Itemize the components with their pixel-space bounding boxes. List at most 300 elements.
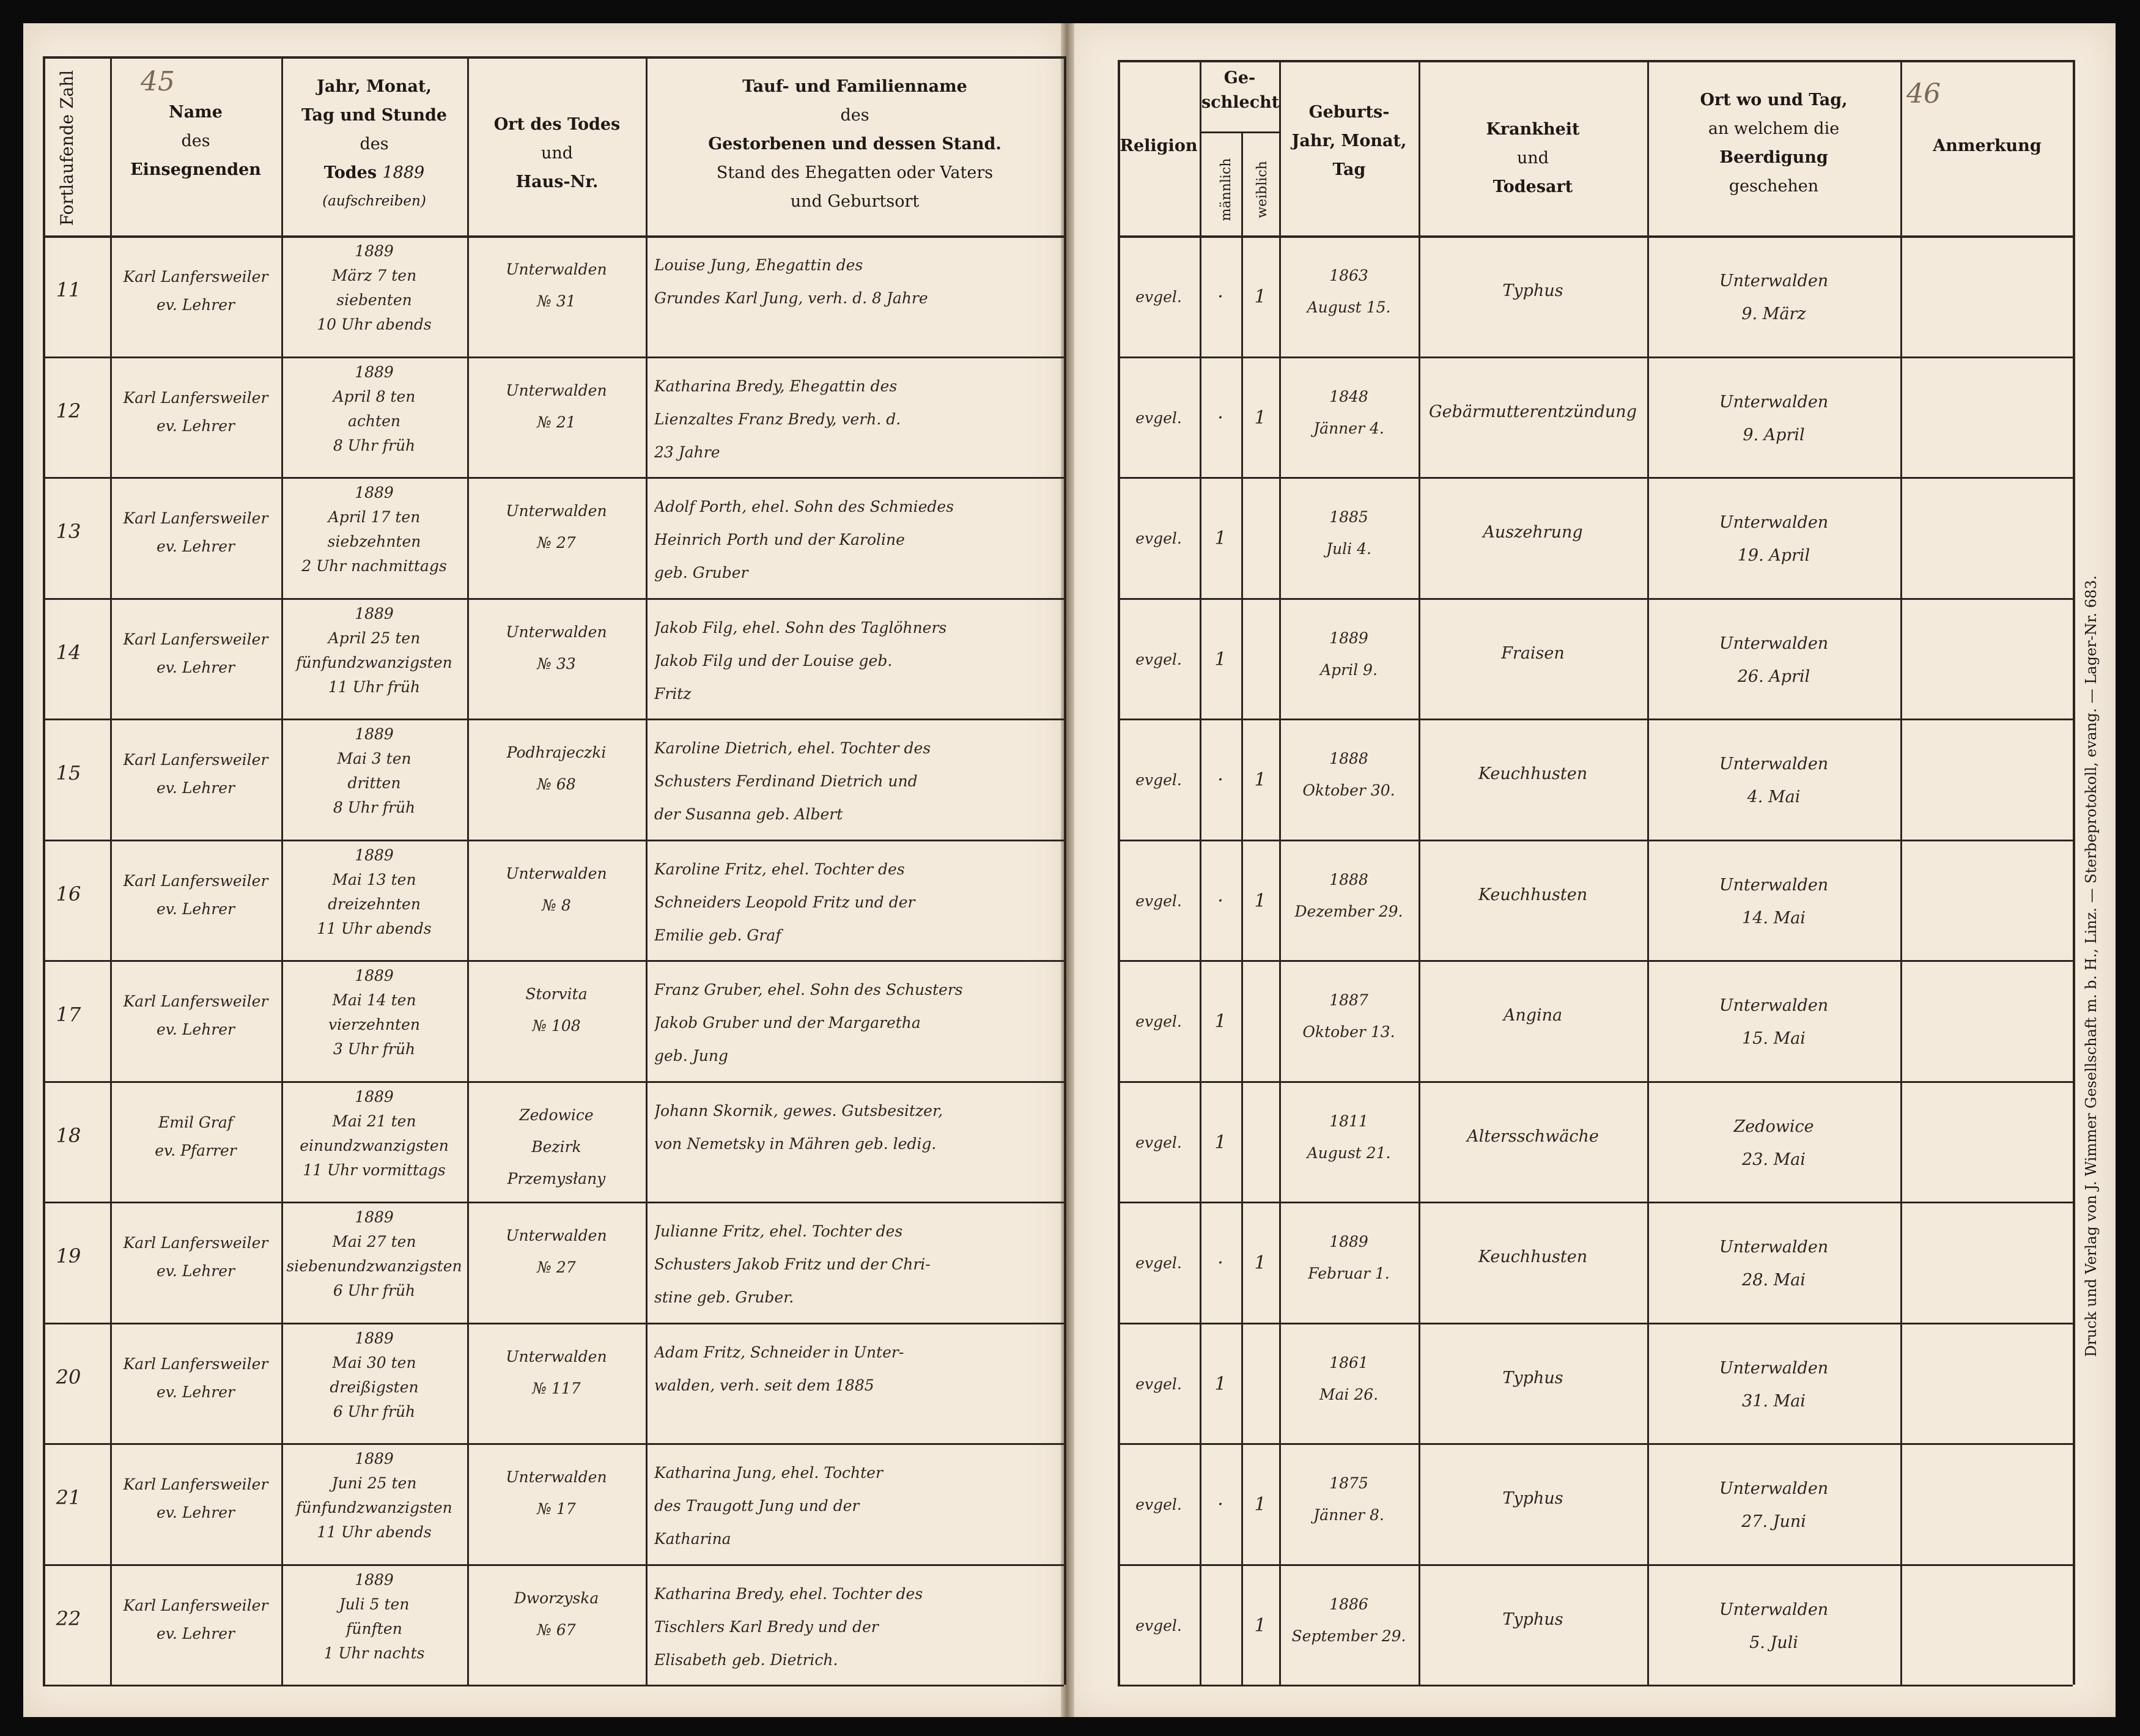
table-rule [43, 356, 1064, 358]
table-rule [43, 1564, 1064, 1566]
entry-cause-of-death: Keuchhusten [1478, 764, 1588, 783]
entry-death-date-line: 1889 [355, 363, 394, 381]
entry-death-date-line: 1889 [355, 725, 394, 743]
entry-name [113, 626, 279, 682]
table-rule [1118, 840, 2073, 841]
entry-burial-line: Unterwalden [1719, 1479, 1829, 1498]
table-rule [43, 1081, 1064, 1083]
entry-birth-date-line: 1861 [1329, 1353, 1368, 1372]
entry-deceased-line: des Traugott Jung und der [654, 1497, 860, 1515]
entry-birth-date-line: April 9. [1320, 660, 1378, 679]
entry-deceased-line: Emilie geb. Graf [654, 926, 781, 944]
entry-death-date-line: 6 Uhr früh [333, 1282, 416, 1299]
entry-death-date-line: dreizehnten [328, 895, 421, 913]
entry-name-line: ev. Lehrer [156, 537, 235, 555]
entry-burial-line: 9. März [1741, 305, 1806, 323]
entry-deceased-line: Katharina [654, 1530, 731, 1548]
entry-deceased-line: Schusters Ferdinand Dietrich und [654, 772, 918, 790]
entry-birth-date [1282, 984, 1416, 1048]
entry-female-mark: 1 [1254, 407, 1266, 429]
entry-death-place-line: № 31 [537, 292, 576, 310]
entry-deceased-line: Julianne Fritz, ehel. Tochter des [654, 1222, 903, 1240]
entry-burial-line: Unterwalden [1719, 392, 1829, 412]
entry-death-place [470, 254, 643, 317]
entry-deceased-line: stine geb. Gruber. [654, 1288, 794, 1306]
entry-death-place-line: № 33 [537, 654, 576, 673]
entry-death-place-line: № 21 [537, 413, 576, 431]
entry-deceased [654, 853, 1060, 952]
header-geburt-line: Geburts- [1308, 103, 1390, 122]
entry-burial-line: Unterwalden [1719, 513, 1829, 532]
table-rule [43, 56, 1064, 59]
entry-name [113, 263, 279, 319]
entry-death-date-line: achten [348, 412, 400, 430]
entry-deceased-line: Lienzaltes Franz Bredy, verh. d. [654, 410, 901, 428]
entry-death-date-line: 1889 [355, 1087, 394, 1106]
entry-death-place [470, 495, 643, 559]
entry-male-mark: 1 [1214, 528, 1227, 549]
table-rule [1118, 356, 2073, 358]
entry-death-place-line: Unterwalden [506, 1347, 607, 1365]
entry-death-place-line: Zedowice [519, 1106, 594, 1124]
entry-number: 15 [56, 761, 81, 785]
entry-death-place-line: Unterwalden [506, 864, 607, 882]
entry-death-date-line: 1889 [355, 1329, 394, 1347]
entry-birth-date-line: 1889 [1329, 1233, 1368, 1250]
entry-deceased-line: Schneiders Leopold Fritz und der [654, 893, 915, 911]
entry-burial-line: 28. Mai [1742, 1271, 1806, 1290]
entry-deceased-line: der Susanna geb. Albert [654, 805, 843, 823]
entry-number: 17 [56, 1003, 81, 1026]
header-name-line: Name [169, 103, 223, 122]
entry-male-mark: 1 [1214, 1011, 1227, 1032]
entry-name-line: ev. Lehrer [156, 658, 235, 676]
entry-number: 16 [56, 882, 81, 906]
entry-deceased-line: Jakob Filg und der Louise geb. [654, 651, 893, 670]
entry-death-place-line: № 17 [537, 1500, 576, 1518]
entry-death-date-line: 11 Uhr vormittags [303, 1161, 446, 1179]
header-tauf-line: Tauf- und Familienname [742, 77, 967, 96]
entry-death-date [284, 1205, 465, 1303]
header-ort [468, 110, 646, 196]
entry-death-place-line: Przemysłany [507, 1169, 606, 1187]
entry-death-date-line: Mai 30 ten [332, 1353, 416, 1372]
table-rule [1118, 598, 2073, 600]
header-date-line [282, 158, 466, 187]
header-name-line: Einsegnenden [130, 160, 261, 179]
entry-deceased-line: Heinrich Porth und der Karoline [654, 531, 905, 549]
entry-birth-date-line: Juli 4. [1326, 540, 1371, 558]
entry-name [113, 1229, 279, 1285]
entry-name-line: ev. Lehrer [156, 416, 235, 435]
table-rule [1647, 60, 1649, 1685]
entry-death-date-line: fünfundzwanzigsten [296, 1499, 452, 1516]
entry-death-place-line: № 27 [537, 534, 576, 552]
entry-deceased-line: geb. Jung [654, 1047, 728, 1065]
entry-religion: evgel. [1135, 771, 1182, 789]
entry-name [113, 746, 279, 802]
entry-death-date-line: März 7 ten [331, 267, 417, 284]
header-ort-line: Ort des Todes [493, 115, 621, 134]
entry-birth-date [1282, 1106, 1416, 1169]
entry-death-place [470, 1099, 643, 1195]
entry-burial-line: 9. April [1743, 425, 1805, 445]
entry-male-mark: · [1217, 286, 1223, 308]
entry-death-date-line: Mai 21 ten [332, 1112, 416, 1130]
entry-deceased [654, 490, 1060, 589]
entry-burial-line: Unterwalden [1719, 633, 1829, 653]
entry-female-mark: 1 [1254, 1252, 1266, 1274]
table-rule [43, 1443, 1064, 1445]
entry-birth-date [1282, 260, 1416, 323]
entry-death-date-line: Juni 25 ten [331, 1474, 417, 1492]
entry-name-line: ev. Lehrer [156, 779, 235, 797]
entry-deceased [654, 1095, 1060, 1161]
entry-death-place-line: Unterwalden [506, 260, 607, 278]
entry-name-line: ev. Lehrer [156, 1021, 235, 1038]
table-rule [1118, 960, 2073, 962]
entry-name [113, 867, 279, 923]
entry-deceased [654, 611, 1060, 711]
entry-male-mark: · [1217, 890, 1223, 912]
entry-birth-date-line: 1888 [1329, 750, 1368, 767]
entry-name-line: ev. Pfarrer [155, 1141, 237, 1159]
table-rule [467, 56, 469, 1685]
entry-name [113, 384, 279, 440]
entry-burial-line: Unterwalden [1719, 875, 1829, 895]
entry-number: 21 [56, 1486, 81, 1509]
entry-death-date-line: 1889 [355, 1570, 394, 1589]
entry-cause-of-death: Typhus [1502, 1368, 1563, 1387]
entry-death-date-line: 1889 [355, 242, 394, 260]
header-date-line: Tag und Stunde [301, 106, 448, 125]
entry-cause-of-death: Typhus [1502, 1489, 1563, 1508]
entry-burial-line: Unterwalden [1719, 996, 1829, 1015]
entry-death-place-line: Unterwalden [506, 622, 607, 641]
entry-death-place-line: № 8 [542, 896, 571, 914]
header-fortlaufende-zahl: Fortlaufende Zahl [57, 70, 77, 226]
entry-name-line: ev. Lehrer [156, 1262, 235, 1280]
table-rule [1118, 1081, 2073, 1083]
table-rule [1200, 131, 1279, 133]
entry-birth-date-line: 1886 [1329, 1595, 1368, 1613]
entry-name-line: Karl Lanfersweiler [123, 268, 268, 286]
entry-name-line: Karl Lanfersweiler [123, 871, 268, 890]
entry-birth-date-line: 1888 [1329, 870, 1368, 888]
entry-death-date-line: Mai 13 ten [332, 870, 416, 888]
entry-name [113, 1109, 279, 1165]
header-religion: Religion [1120, 136, 1198, 155]
table-rule [1118, 718, 2073, 720]
entry-death-place-line: Storvita [525, 985, 588, 1003]
entry-religion: evgel. [1135, 1254, 1182, 1272]
entry-death-date-line: 1889 [355, 604, 394, 622]
header-beerdigung [1648, 86, 1899, 201]
entry-birth-date-line: 1887 [1329, 991, 1368, 1009]
entry-death-date-line: 10 Uhr abends [317, 316, 432, 333]
entry-death-place [470, 1220, 643, 1284]
entry-burial-line: 26. April [1737, 667, 1810, 686]
header-beerdigung-line: Ort wo und Tag, [1700, 90, 1848, 109]
entry-deceased-line: Jakob Gruber und der Margaretha [654, 1014, 921, 1032]
entry-religion: evgel. [1135, 408, 1182, 427]
entry-birth-date-line: August 21. [1307, 1143, 1391, 1162]
entry-burial-line: 27. Juni [1741, 1512, 1806, 1531]
entry-death-date-line: vierzehnten [328, 1016, 420, 1033]
header-geburt-line: Jahr, Monat, [1291, 131, 1407, 150]
printer-imprint [2073, 220, 2109, 1712]
table-rule [1118, 1685, 2073, 1686]
entry-deceased-line: Schusters Jakob Fritz und der Chri- [654, 1255, 931, 1273]
entry-religion: evgel. [1135, 1133, 1182, 1151]
entry-deceased-line: Katharina Bredy, Ehegattin des [654, 377, 898, 395]
entry-number: 14 [56, 640, 81, 664]
table-rule [1064, 56, 1066, 1685]
entry-deceased-line: Karoline Dietrich, ehel. Tochter des [654, 739, 931, 757]
entry-burial-line: Unterwalden [1719, 1600, 1829, 1619]
header-beerdigung-line: an welchem die [1708, 119, 1840, 138]
entry-death-date [284, 602, 465, 700]
entry-death-place-line: Bezirk [531, 1137, 581, 1156]
entry-name-line: Karl Lanfersweiler [123, 388, 268, 407]
entry-number: 13 [56, 520, 81, 543]
entry-burial [1650, 1594, 1898, 1660]
entry-deceased-line: Karoline Fritz, ehel. Tochter des [654, 860, 905, 878]
entry-death-date-line: 1889 [355, 1450, 394, 1468]
entry-death-date [284, 239, 465, 337]
table-rule [110, 56, 112, 1685]
table-rule [1118, 60, 2073, 62]
header-beerdigung-line: geschehen [1729, 177, 1819, 196]
entry-death-date-line: April 17 ten [328, 508, 421, 526]
table-rule [646, 56, 648, 1685]
entry-burial-line: Unterwalden [1719, 271, 1829, 290]
entry-number: 19 [56, 1244, 81, 1268]
entry-burial [1650, 1231, 1898, 1297]
entry-death-place-line: Podhrajeczki [506, 744, 607, 761]
printer-imprint-text: Druck und Verlag von J. Wimmer Gesellschaft m. b. H., Linz. — Sterbeprotokoll, evang. — Lager-Nr. 683. [2083, 575, 2100, 1357]
entry-deceased-line: Grundes Karl Jung, verh. d. 8 Jahre [654, 289, 928, 307]
entry-death-date-line: Mai 3 ten [337, 750, 411, 767]
entry-deceased-line: Katharina Jung, ehel. Tochter [654, 1464, 883, 1482]
entry-birth-date [1282, 1589, 1416, 1652]
entry-cause-of-death: Keuchhusten [1478, 885, 1588, 904]
table-rule [1118, 235, 2073, 238]
entry-burial [1650, 386, 1898, 452]
entry-death-place [470, 978, 643, 1042]
header-name-line: des [181, 131, 210, 150]
entry-religion: evgel. [1135, 530, 1182, 547]
entry-name-line: Karl Lanfersweiler [123, 751, 268, 769]
entry-burial [1650, 627, 1898, 693]
table-rule [43, 960, 1064, 962]
entry-death-date-line: 1889 [355, 1208, 394, 1226]
entry-death-place-line: Dworzyska [514, 1589, 599, 1607]
entry-cause-of-death: Angina [1503, 1006, 1563, 1025]
entry-male-mark: 1 [1214, 648, 1227, 670]
table-rule [1118, 477, 2073, 479]
entry-deceased [654, 370, 1060, 469]
entry-deceased-line: Johann Skornik, gewes. Gutsbesitzer, [654, 1101, 943, 1120]
entry-deceased-line: Elisabeth geb. Dietrich. [654, 1650, 838, 1669]
entry-death-date-line: einundzwanzigsten [300, 1136, 449, 1154]
entry-deceased-line: walden, verh. seit dem 1885 [654, 1376, 874, 1394]
entry-deceased-line: geb. Gruber [654, 564, 748, 582]
header-date-line: des [360, 135, 389, 153]
entry-birth-date-line: September 29. [1291, 1627, 1406, 1645]
entry-death-date [284, 964, 465, 1062]
entry-male-mark: · [1217, 407, 1223, 429]
entry-death-date-line: 3 Uhr früh [333, 1040, 416, 1058]
header-date-year-handwritten: 1889 [382, 163, 425, 182]
header-krankheit-line: Krankheit [1486, 120, 1580, 139]
entry-cause-of-death: Auszehrung [1483, 523, 1583, 542]
entry-burial-line: Unterwalden [1719, 1238, 1829, 1257]
entry-death-date [284, 360, 465, 458]
entry-burial [1650, 1110, 1898, 1176]
entry-deceased [654, 1457, 1060, 1556]
entry-name-line: Karl Lanfersweiler [123, 992, 268, 1010]
entry-name-line: Emil Graf [158, 1113, 233, 1131]
entry-death-date [284, 481, 465, 578]
entry-death-date [284, 722, 465, 820]
table-rule [1419, 60, 1420, 1685]
entry-death-date-line: fünfundzwanzigsten [296, 653, 452, 671]
table-rule [1118, 1323, 2073, 1324]
header-beerdigung-line: Beerdigung [1719, 148, 1828, 167]
header-anmerkung: Anmerkung [1933, 136, 2042, 155]
header-name [110, 98, 281, 184]
entry-birth-date [1282, 622, 1416, 686]
entry-death-date [284, 1568, 465, 1666]
entry-female-mark: 1 [1254, 286, 1266, 308]
book-gutter [1061, 23, 1074, 1717]
entry-death-date-line: 8 Uhr früh [333, 436, 416, 454]
entry-burial-line: 19. April [1737, 546, 1810, 565]
table-rule [43, 235, 1064, 238]
entry-burial-line: 31. Mai [1742, 1391, 1806, 1411]
entry-religion: evgel. [1135, 1013, 1182, 1030]
entry-deceased-line: Louise Jung, Ehegattin des [654, 256, 863, 274]
entry-deceased [654, 1578, 1060, 1677]
right-page-number: 46 [1906, 78, 1941, 109]
entry-death-date-line: 11 Uhr früh [328, 678, 421, 696]
table-rule [43, 840, 1064, 841]
entry-male-mark: · [1217, 769, 1223, 791]
entry-name-line: Karl Lanfersweiler [123, 1476, 268, 1493]
entry-death-place [470, 1341, 643, 1405]
entry-death-date-line: Mai 14 ten [332, 991, 416, 1009]
entry-birth-date-line: Februar 1. [1308, 1265, 1390, 1282]
entry-burial-line: 15. Mai [1742, 1029, 1806, 1048]
entry-birth-date [1282, 381, 1416, 445]
entry-death-date-line: 1889 [355, 484, 394, 501]
entry-deceased-line: Adam Fritz, Schneider in Unter- [654, 1343, 904, 1361]
table-rule [43, 477, 1064, 479]
entry-birth-date [1282, 864, 1416, 928]
entry-religion: evgel. [1135, 892, 1182, 910]
header-tauf [647, 72, 1063, 216]
entry-death-place-line: № 108 [532, 1017, 581, 1035]
entry-deceased [654, 1336, 1060, 1402]
entry-male-mark: · [1217, 1252, 1223, 1274]
entry-death-place [470, 858, 643, 922]
entry-burial [1650, 869, 1898, 935]
entry-death-place-line: Unterwalden [506, 1468, 607, 1486]
entry-burial-line: Unterwalden [1719, 755, 1829, 774]
entry-number: 12 [56, 399, 81, 423]
entry-birth-date [1282, 1468, 1416, 1531]
entry-death-place-line: Unterwalden [506, 502, 607, 520]
table-rule [1118, 1202, 2073, 1203]
entry-burial [1650, 989, 1898, 1055]
header-ort-line: Haus-Nr. [515, 172, 599, 191]
entry-death-date-line: 6 Uhr früh [333, 1402, 416, 1420]
entry-death-date-line: siebenundzwanzigsten [286, 1257, 462, 1275]
entry-name-line: ev. Lehrer [156, 1383, 235, 1401]
entry-death-place-line: № 68 [537, 775, 576, 793]
entry-deceased-line: Franz Gruber, ehel. Sohn des Schusters [654, 981, 963, 999]
entry-death-date-line: Mai 27 ten [332, 1233, 416, 1250]
entry-burial-line: 23. Mai [1742, 1150, 1806, 1169]
entry-birth-date-line: 1889 [1329, 629, 1368, 647]
entry-burial [1650, 506, 1898, 572]
header-weiblich: weiblich [1255, 161, 1270, 218]
entry-death-date-line: fünften [346, 1619, 402, 1638]
entry-name [113, 504, 279, 561]
entry-death-date [284, 843, 465, 941]
table-rule [43, 1323, 1064, 1324]
header-maennlich: männlich [1219, 158, 1234, 221]
entry-cause-of-death: Typhus [1502, 281, 1563, 300]
entry-cause-of-death: Keuchhusten [1478, 1247, 1588, 1266]
header-geburt-line: Tag [1332, 160, 1366, 179]
entry-burial-line: 14. Mai [1742, 908, 1806, 928]
entry-name [113, 988, 279, 1044]
table-rule [43, 1685, 1064, 1686]
entry-cause-of-death: Gebärmutterentzündung [1429, 402, 1637, 421]
header-date-note: (aufschreiben) [322, 193, 426, 209]
entry-death-place-line: № 27 [537, 1258, 576, 1276]
entry-deceased [654, 973, 1060, 1073]
entry-deceased [654, 732, 1060, 831]
entry-number: 11 [56, 278, 81, 301]
entry-name-line: ev. Lehrer [156, 296, 235, 314]
entry-death-place-line: № 117 [532, 1379, 581, 1397]
entry-burial [1650, 748, 1898, 814]
header-geschlecht-line: Ge- [1223, 68, 1256, 87]
entry-death-date-line: dreißigsten [330, 1378, 419, 1396]
entry-name-line: Karl Lanfersweiler [123, 630, 268, 648]
entry-death-date-line: April 25 ten [328, 629, 421, 647]
entry-death-place [470, 1461, 643, 1525]
table-rule [1241, 131, 1243, 1685]
entry-number: 18 [56, 1123, 81, 1147]
table-rule [1200, 60, 1201, 1685]
entry-name-line: ev. Lehrer [156, 899, 235, 918]
entry-birth-date-line: Oktober 13. [1302, 1023, 1395, 1041]
header-geschlecht [1201, 66, 1278, 115]
header-date-line: Jahr, Monat, [317, 77, 432, 96]
table-rule [1900, 60, 1902, 1685]
entry-burial-line: 5. Juli [1749, 1633, 1798, 1652]
entry-birth-date-line: August 15. [1307, 298, 1391, 316]
entry-deceased-line: Fritz [654, 684, 692, 703]
entry-male-mark: 1 [1214, 1131, 1227, 1153]
header-tauf-line: und Geburtsort [790, 192, 920, 211]
entry-birth-date-line: Mai 26. [1319, 1385, 1379, 1403]
entry-religion: evgel. [1135, 1616, 1182, 1634]
